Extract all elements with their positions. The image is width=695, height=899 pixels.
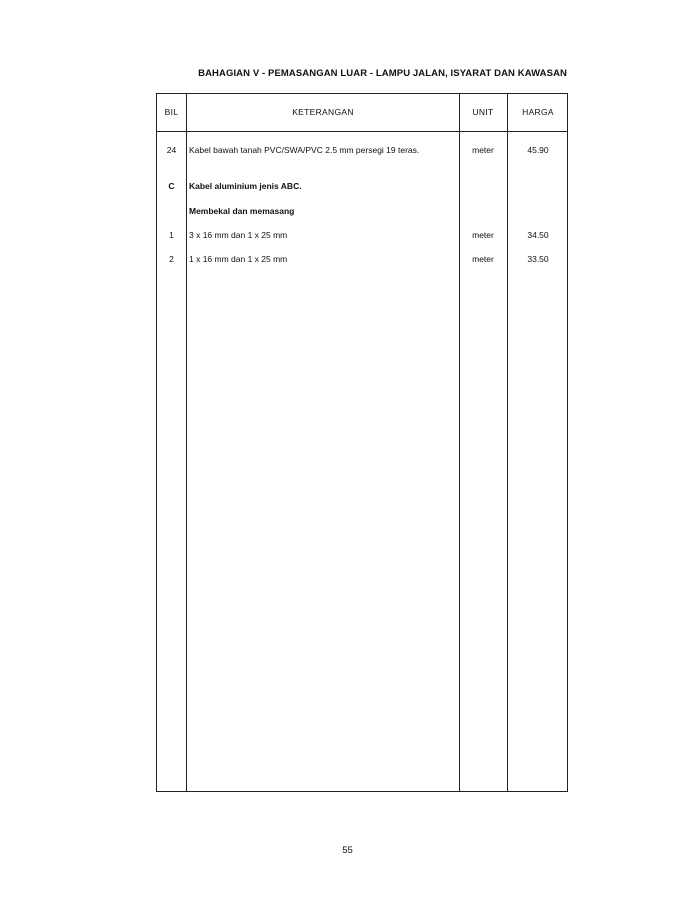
- header-unit: UNIT: [472, 107, 494, 117]
- header-keterangan: KETERANGAN: [292, 107, 354, 117]
- header-harga: HARGA: [522, 107, 554, 117]
- header-bil: BIL: [164, 107, 179, 117]
- row-harga: 34.50: [527, 230, 549, 240]
- row-keterangan: Kabel aluminium jenis ABC.: [189, 181, 302, 191]
- row-harga: 45.90: [527, 145, 549, 155]
- column-divider: [186, 94, 187, 791]
- row-keterangan: Membekal dan memasang: [189, 206, 295, 216]
- price-table: [156, 93, 568, 792]
- row-unit: meter: [472, 230, 494, 240]
- row-bil: C: [168, 181, 175, 191]
- row-harga: 33.50: [527, 254, 549, 264]
- column-divider: [507, 94, 508, 791]
- row-unit: meter: [472, 145, 494, 155]
- column-divider: [459, 94, 460, 791]
- row-bil: 2: [169, 254, 174, 264]
- row-bil: 24: [166, 145, 177, 155]
- row-unit: meter: [472, 254, 494, 264]
- page-number: 55: [342, 845, 353, 856]
- row-keterangan: 1 x 16 mm dan 1 x 25 mm: [189, 254, 288, 264]
- row-keterangan: 3 x 16 mm dan 1 x 25 mm: [189, 230, 288, 240]
- row-keterangan: Kabel bawah tanah PVC/SWA/PVC 2.5 mm persegi 19 teras.: [189, 145, 420, 155]
- row-bil: 1: [169, 230, 174, 240]
- section-title: BAHAGIAN V - PEMASANGAN LUAR - LAMPU JALAN, ISYARAT DAN KAWASAN: [198, 68, 567, 79]
- header-divider: [157, 131, 567, 132]
